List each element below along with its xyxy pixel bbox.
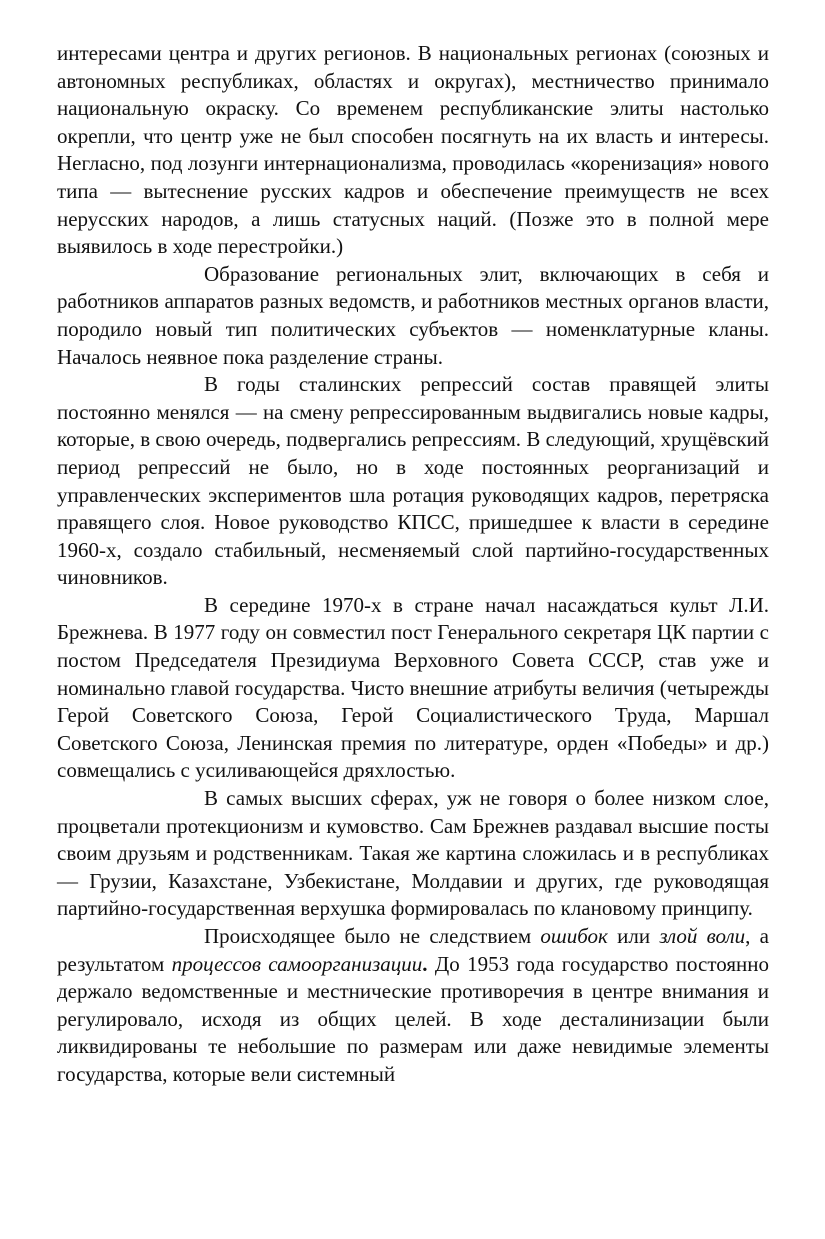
paragraph-1 [57,40,769,261]
emphasized-text: злой воли [659,924,746,948]
text-run: До 1953 года государство постоянно держало ведомственные и местнические противоречия в центре внимания и регулировало, исходя из общих целей. В ходе десталинизации были ликвидированы те небольшие по размерам или даже невидимые элементы государства, которые вели системный [57,951,769,1086]
text-run: или [607,924,660,948]
document-page [57,40,769,1089]
emphasized-text: процессов самоорганизации [171,951,423,976]
paragraph-6 [57,923,769,1089]
text-run: Образование региональных элит, включающих в себя и работников аппаратов разных ведомств, и работников местных органов власти, породило новый тип политических субъектов — номенклатурные кланы. Началось неявное пока разделение страны. [57,261,769,369]
text-run: интересами центра и других регионов. В национальных регионах (союзных и автономных республиках, областях и округах), местничество принимало национальную окраску. Со временем республиканские элиты настолько окрепли, что центр уже не был способен посягнуть на их власть и интересы. Негласно, под лозунги интернационализма, проводилась «коренизация» нового типа — вытеснение русских кадров и обеспечение преимуществ не всех нерусских народов, а лишь статусных наций. (Позже это в полной мере выявилось в ходе перестройки.) [57,41,769,259]
paragraph-2 [57,261,769,371]
emphasized-text: ошибок [540,924,608,948]
text-run: В годы сталинских репрессий состав правящей элиты постоянно менялся — на смену репрессированным выдвигались новые кадры, которые, в свою очередь, подвергались репрессиям. В следующий, хрущёвский период репрессий не было, но в ходе постоянных реорганизаций и управленческих экспериментов шла ротация руководящих кадров, перетряска правящего слоя. Новое руководство КПСС, пришедшее к власти в середине 1960-х, создало стабильный, несменяемый слой партийно-государственных чиновников. [57,372,769,590]
text-run: Происходящее было не следствием [204,924,541,948]
text-run: В самых высших сферах, уж не говоря о более низком слое, процветали протекционизм и кумовство. Сам Брежнев раздавал высшие посты своим друзьям и родственникам. Такая же картина сложилась и в республиках — Грузии, Казахстане, Узбекистане, Молдавии и других, где руководящая партийно-государственная верхушка формировалась по клановому принципу. [57,786,769,921]
text-run: , а результатом [57,924,769,976]
paragraph-5 [57,785,769,923]
paragraph-4 [57,592,769,785]
paragraph-3 [57,371,769,592]
emphasized-text: . [422,951,428,976]
text-run: В середине 1970-х в стране начал насаждаться культ Л.И. Брежнева. В 1977 году он совместил пост Генерального секретаря ЦК партии с постом Председателя Президиума Верховного Совета СССР, став уже и номинально главой государства. Чисто внешние атрибуты величия (четырежды Герой Советского Союза, Герой Социалистического Труда, Маршал Советского Союза, Ленинская премия по литературе, орден «Победы» и др.) совмещались с усиливающейся дряхлостью. [57,592,769,783]
